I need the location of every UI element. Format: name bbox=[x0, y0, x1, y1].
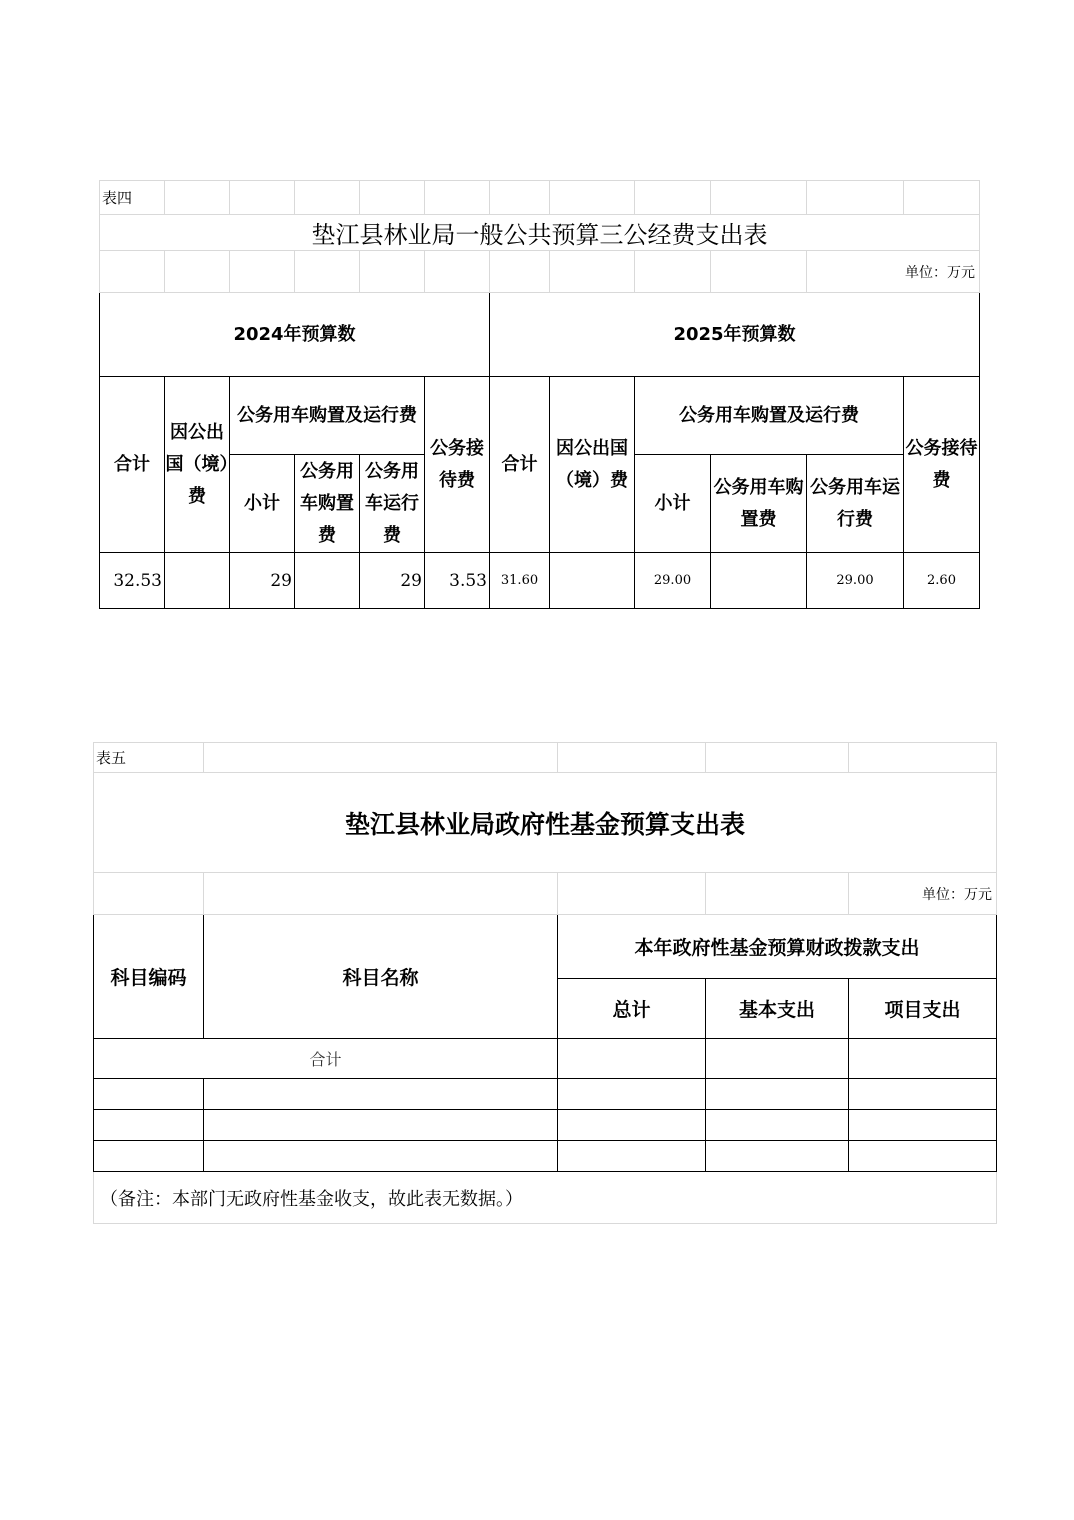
table-row bbox=[94, 1110, 997, 1141]
col-group-header: 本年政府性基金预算财政拨款支出 bbox=[558, 915, 997, 979]
table-4 bbox=[99, 180, 980, 609]
cell-reception-2025: 2.60 bbox=[904, 553, 980, 609]
cell-operation-2025: 29.00 bbox=[807, 553, 904, 609]
cell-operation-2024: 29 bbox=[360, 553, 425, 609]
col-total-2025: 合计 bbox=[490, 377, 550, 553]
table-5 bbox=[93, 742, 997, 1224]
col-operation-2025: 公务用车运行费 bbox=[807, 455, 904, 553]
col-purchase-2025: 公务用车购置费 bbox=[711, 455, 807, 553]
cell-total-2024: 32.53 bbox=[100, 553, 165, 609]
col-total-2024: 合计 bbox=[100, 377, 165, 553]
year-2025-header: 2025年预算数 bbox=[490, 293, 980, 377]
col-purchase-2024: 公务用车购置费 bbox=[295, 455, 360, 553]
cell-purchase-2024 bbox=[295, 553, 360, 609]
col-reception-2024: 公务接待费 bbox=[425, 377, 490, 553]
col-abroad-2025: 因公出国（境）费 bbox=[550, 377, 635, 553]
cell-abroad-2024 bbox=[165, 553, 230, 609]
col-subtotal-2025: 小计 bbox=[635, 455, 711, 553]
col-total: 总计 bbox=[558, 979, 706, 1039]
col-subtotal-2024: 小计 bbox=[230, 455, 295, 553]
col-project: 项目支出 bbox=[849, 979, 997, 1039]
unit-label: 单位：万元 bbox=[849, 873, 997, 915]
cell-total-2025: 31.60 bbox=[490, 553, 550, 609]
col-code: 科目编码 bbox=[94, 915, 204, 1039]
col-reception-2025: 公务接待费 bbox=[904, 377, 980, 553]
cell-subtotal-2025: 29.00 bbox=[635, 553, 711, 609]
sum-row-label: 合计 bbox=[94, 1039, 558, 1079]
col-vehicle-2024: 公务用车购置及运行费 bbox=[230, 377, 425, 455]
table-title: 垫江县林业局政府性基金预算支出表 bbox=[94, 773, 997, 873]
col-vehicle-2025: 公务用车购置及运行费 bbox=[635, 377, 904, 455]
col-basic: 基本支出 bbox=[706, 979, 849, 1039]
table-row bbox=[94, 1141, 997, 1172]
cell-reception-2024: 3.53 bbox=[425, 553, 490, 609]
cell-abroad-2025 bbox=[550, 553, 635, 609]
unit-label: 单位：万元 bbox=[807, 251, 980, 293]
col-name: 科目名称 bbox=[204, 915, 558, 1039]
footnote: （备注：本部门无政府性基金收支，故此表无数据。） bbox=[94, 1172, 997, 1224]
table-title: 垫江县林业局一般公共预算三公经费支出表 bbox=[100, 215, 980, 251]
col-abroad-2024: 因公出国（境）费 bbox=[165, 377, 230, 553]
table-label: 表四 bbox=[100, 181, 165, 215]
cell-subtotal-2024: 29 bbox=[230, 553, 295, 609]
table-label: 表五 bbox=[94, 743, 204, 773]
table-row bbox=[94, 1079, 997, 1110]
col-operation-2024: 公务用车运行费 bbox=[360, 455, 425, 553]
year-2024-header: 2024年预算数 bbox=[100, 293, 490, 377]
cell-purchase-2025 bbox=[711, 553, 807, 609]
